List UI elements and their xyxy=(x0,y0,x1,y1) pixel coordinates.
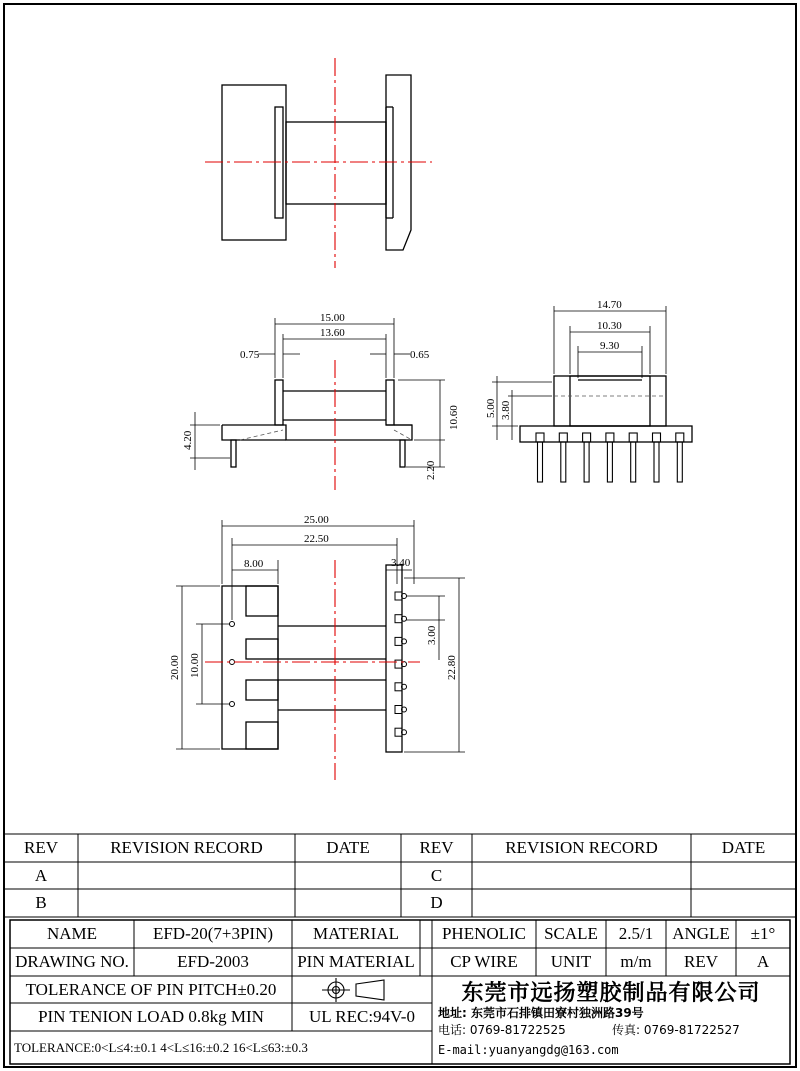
side-view xyxy=(222,380,412,467)
rev-b: B xyxy=(35,893,47,912)
side-view-dimension-lines xyxy=(190,318,445,470)
side-view-hidden xyxy=(240,430,412,440)
dim-bottom-inner-pitch: 10.00 xyxy=(189,653,201,678)
rev-c: C xyxy=(430,865,443,885)
rev-value: A xyxy=(756,952,770,971)
left-pin-hole xyxy=(230,660,235,665)
right-pin xyxy=(395,706,407,714)
drawing-no-label: DRAWING NO. xyxy=(15,952,129,971)
front-pin xyxy=(559,433,567,482)
dim-bottom-pin-span: 22.50 xyxy=(304,533,329,545)
front-pin xyxy=(676,433,684,482)
front-pin xyxy=(629,433,637,482)
dim-front-width: 14.70 xyxy=(597,299,622,311)
front-view-dimension-lines xyxy=(492,306,666,440)
revision-record-header-right: REVISION RECORD xyxy=(505,838,658,857)
tolerance-pitch: TOLERANCE OF PIN PITCH±0.20 xyxy=(25,979,277,999)
rev-d: D xyxy=(430,893,443,912)
unit-value: m/m xyxy=(620,952,652,971)
bottom-view-centerlines xyxy=(205,560,420,780)
dim-side-inner-width: 13.60 xyxy=(320,327,345,339)
dim-bottom-width: 20.00 xyxy=(169,655,181,680)
dim-front-window-outer: 10.30 xyxy=(597,320,622,332)
tolerance-general: TOLERANCE:0<L≤4:±0.1 4<L≤16:±0.2 16<L≤63:±0.3 xyxy=(14,1039,308,1055)
scale-value: 2.5/1 xyxy=(618,924,654,943)
dim-side-base-height: 4.20 xyxy=(182,430,194,450)
dim-bottom-overall-length: 25.00 xyxy=(304,514,329,526)
top-view-centerlines xyxy=(205,58,432,268)
fax: 传真: 0769-81722527 xyxy=(612,1022,740,1037)
right-pin xyxy=(395,660,407,668)
left-pin-hole xyxy=(230,622,235,627)
angle-label: ANGLE xyxy=(672,924,730,943)
sheet-border xyxy=(4,4,796,1067)
projection-symbol-icon xyxy=(322,978,384,1002)
right-pin xyxy=(395,592,407,600)
dim-front-window-inner: 9.30 xyxy=(600,340,620,352)
bottom-view xyxy=(222,565,402,752)
dim-bottom-offset: 8.00 xyxy=(244,558,264,570)
rev-label: REV xyxy=(684,952,718,971)
dim-front-height: 5.00 xyxy=(485,398,497,418)
revision-record-header-left: REVISION RECORD xyxy=(110,838,263,857)
scale-label: SCALE xyxy=(544,924,598,943)
date-header-right: DATE xyxy=(721,838,766,857)
left-pin-hole xyxy=(230,702,235,707)
drawing-no-value: EFD-2003 xyxy=(177,952,249,971)
dim-side-pin-length: 2.20 xyxy=(425,460,437,480)
dim-side-overall-width: 15.00 xyxy=(320,312,345,324)
front-pin xyxy=(606,433,614,482)
right-pin xyxy=(395,615,407,623)
bottom-view-right-pins xyxy=(395,592,407,736)
right-pin xyxy=(395,683,407,691)
phone: 电话: 0769-81722525 xyxy=(438,1022,566,1037)
pin-material-value: CP WIRE xyxy=(450,952,518,971)
email: E-mail:yuanyangdg@163.com xyxy=(438,1043,619,1057)
date-header-left: DATE xyxy=(326,838,370,857)
address: 地址: 东莞市石排镇田寮村独洲路39号 xyxy=(438,1005,644,1020)
dim-bottom-flange: 3.40 xyxy=(391,557,411,569)
front-pin xyxy=(653,433,661,482)
rev-header-left: REV xyxy=(24,838,58,857)
front-view-pins xyxy=(536,433,684,482)
rev-a: A xyxy=(34,865,48,885)
right-pin xyxy=(395,728,407,736)
bottom-view-left-pins xyxy=(230,622,235,707)
material-label: MATERIAL xyxy=(313,924,399,943)
dim-side-right-flange: 0.65 xyxy=(410,349,430,361)
front-pin xyxy=(536,433,544,482)
dim-side-left-flange: 0.75 xyxy=(240,349,260,361)
name-value: EFD-20(7+3PIN) xyxy=(152,924,274,943)
pin-load: PIN TENION LOAD 0.8kg MIN xyxy=(38,1007,264,1026)
angle-value: ±1° xyxy=(750,924,776,943)
name-label: NAME xyxy=(46,924,98,943)
company-name: 东莞市远扬塑胶制品有限公司 xyxy=(461,980,761,1006)
ul-rec: UL REC:94V-0 xyxy=(309,1007,415,1026)
dim-bottom-total-height: 22.80 xyxy=(446,655,458,680)
right-pin xyxy=(395,637,407,645)
bottom-view-dimension-lines xyxy=(176,520,465,752)
unit-label: UNIT xyxy=(550,952,592,971)
front-view xyxy=(520,376,692,442)
pin-material-label: PIN MATERIAL xyxy=(297,952,415,971)
dim-front-window-height: 3.80 xyxy=(500,400,512,420)
dim-side-height: 10.60 xyxy=(448,405,460,430)
material-value: PHENOLIC xyxy=(441,924,527,943)
front-pin xyxy=(583,433,591,482)
dim-bottom-pin-pitch: 3.00 xyxy=(426,625,438,645)
rev-header-right: REV xyxy=(419,838,454,857)
